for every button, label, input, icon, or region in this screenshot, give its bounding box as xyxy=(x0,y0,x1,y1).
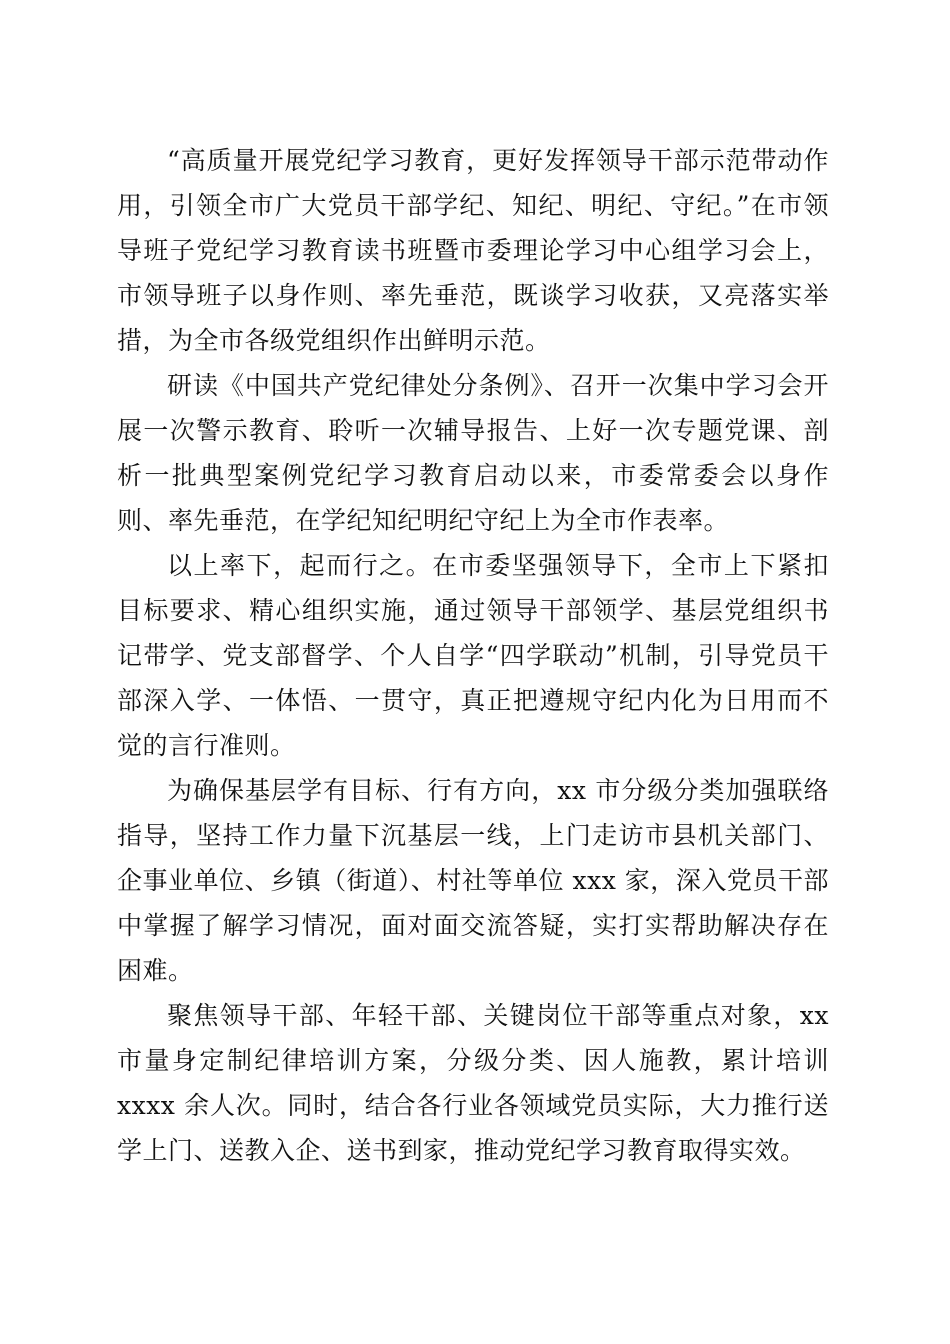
paragraph-3: 以上率下，起而行之。在市委坚强领导下，全市上下紧扣目标要求、精心组织实施，通过领导干部领学、基层党组织书记带学、党支部督学、个人自学“四学联动”机制，引导党员干部深入学、一体悟、一贯守，真正把遵规守纪内化为日用而不觉的言行准则。 xyxy=(117,551,829,760)
paragraph-2: 研读《中国共产党纪律处分条例》、召开一次集中学习会开展一次警示教育、聆听一次辅导报告、上好一次专题党课、剖析一批典型案例党纪学习教育启动以来，市委常委会以身作则、率先垂范，在学纪知纪明纪守纪上为全市作表率。 xyxy=(117,371,829,535)
paragraph-5: 聚焦领导干部、年轻干部、关键岗位干部等重点对象，xx 市量身定制纪律培训方案，分级分类、因人施教，累计培训 xxxx 余人次。同时，结合各行业各领域党员实际，大力推行送学上门、送教入企、送书到家，推动党纪学习教育取得实效。 xyxy=(117,1001,829,1165)
paragraph-4: 为确保基层学有目标、行有方向，xx 市分级分类加强联络指导，坚持工作力量下沉基层一线，上门走访市县机关部门、企事业单位、乡镇（街道）、村社等单位 xxx 家，深入党员干部中掌握了解学习情况，面对面交流答疑，实打实帮助解决存在困难。 xyxy=(117,776,829,985)
paragraph-1: “高质量开展党纪学习教育，更好发挥领导干部示范带动作用，引领全市广大党员干部学纪、知纪、明纪、守纪。”在市领导班子党纪学习教育读书班暨市委理论学习中心组学习会上，市领导班子以身作则、率先垂范，既谈学习收获，又亮落实举措，为全市各级党组织作出鲜明示范。 xyxy=(117,146,829,355)
document-body xyxy=(117,138,829,1173)
